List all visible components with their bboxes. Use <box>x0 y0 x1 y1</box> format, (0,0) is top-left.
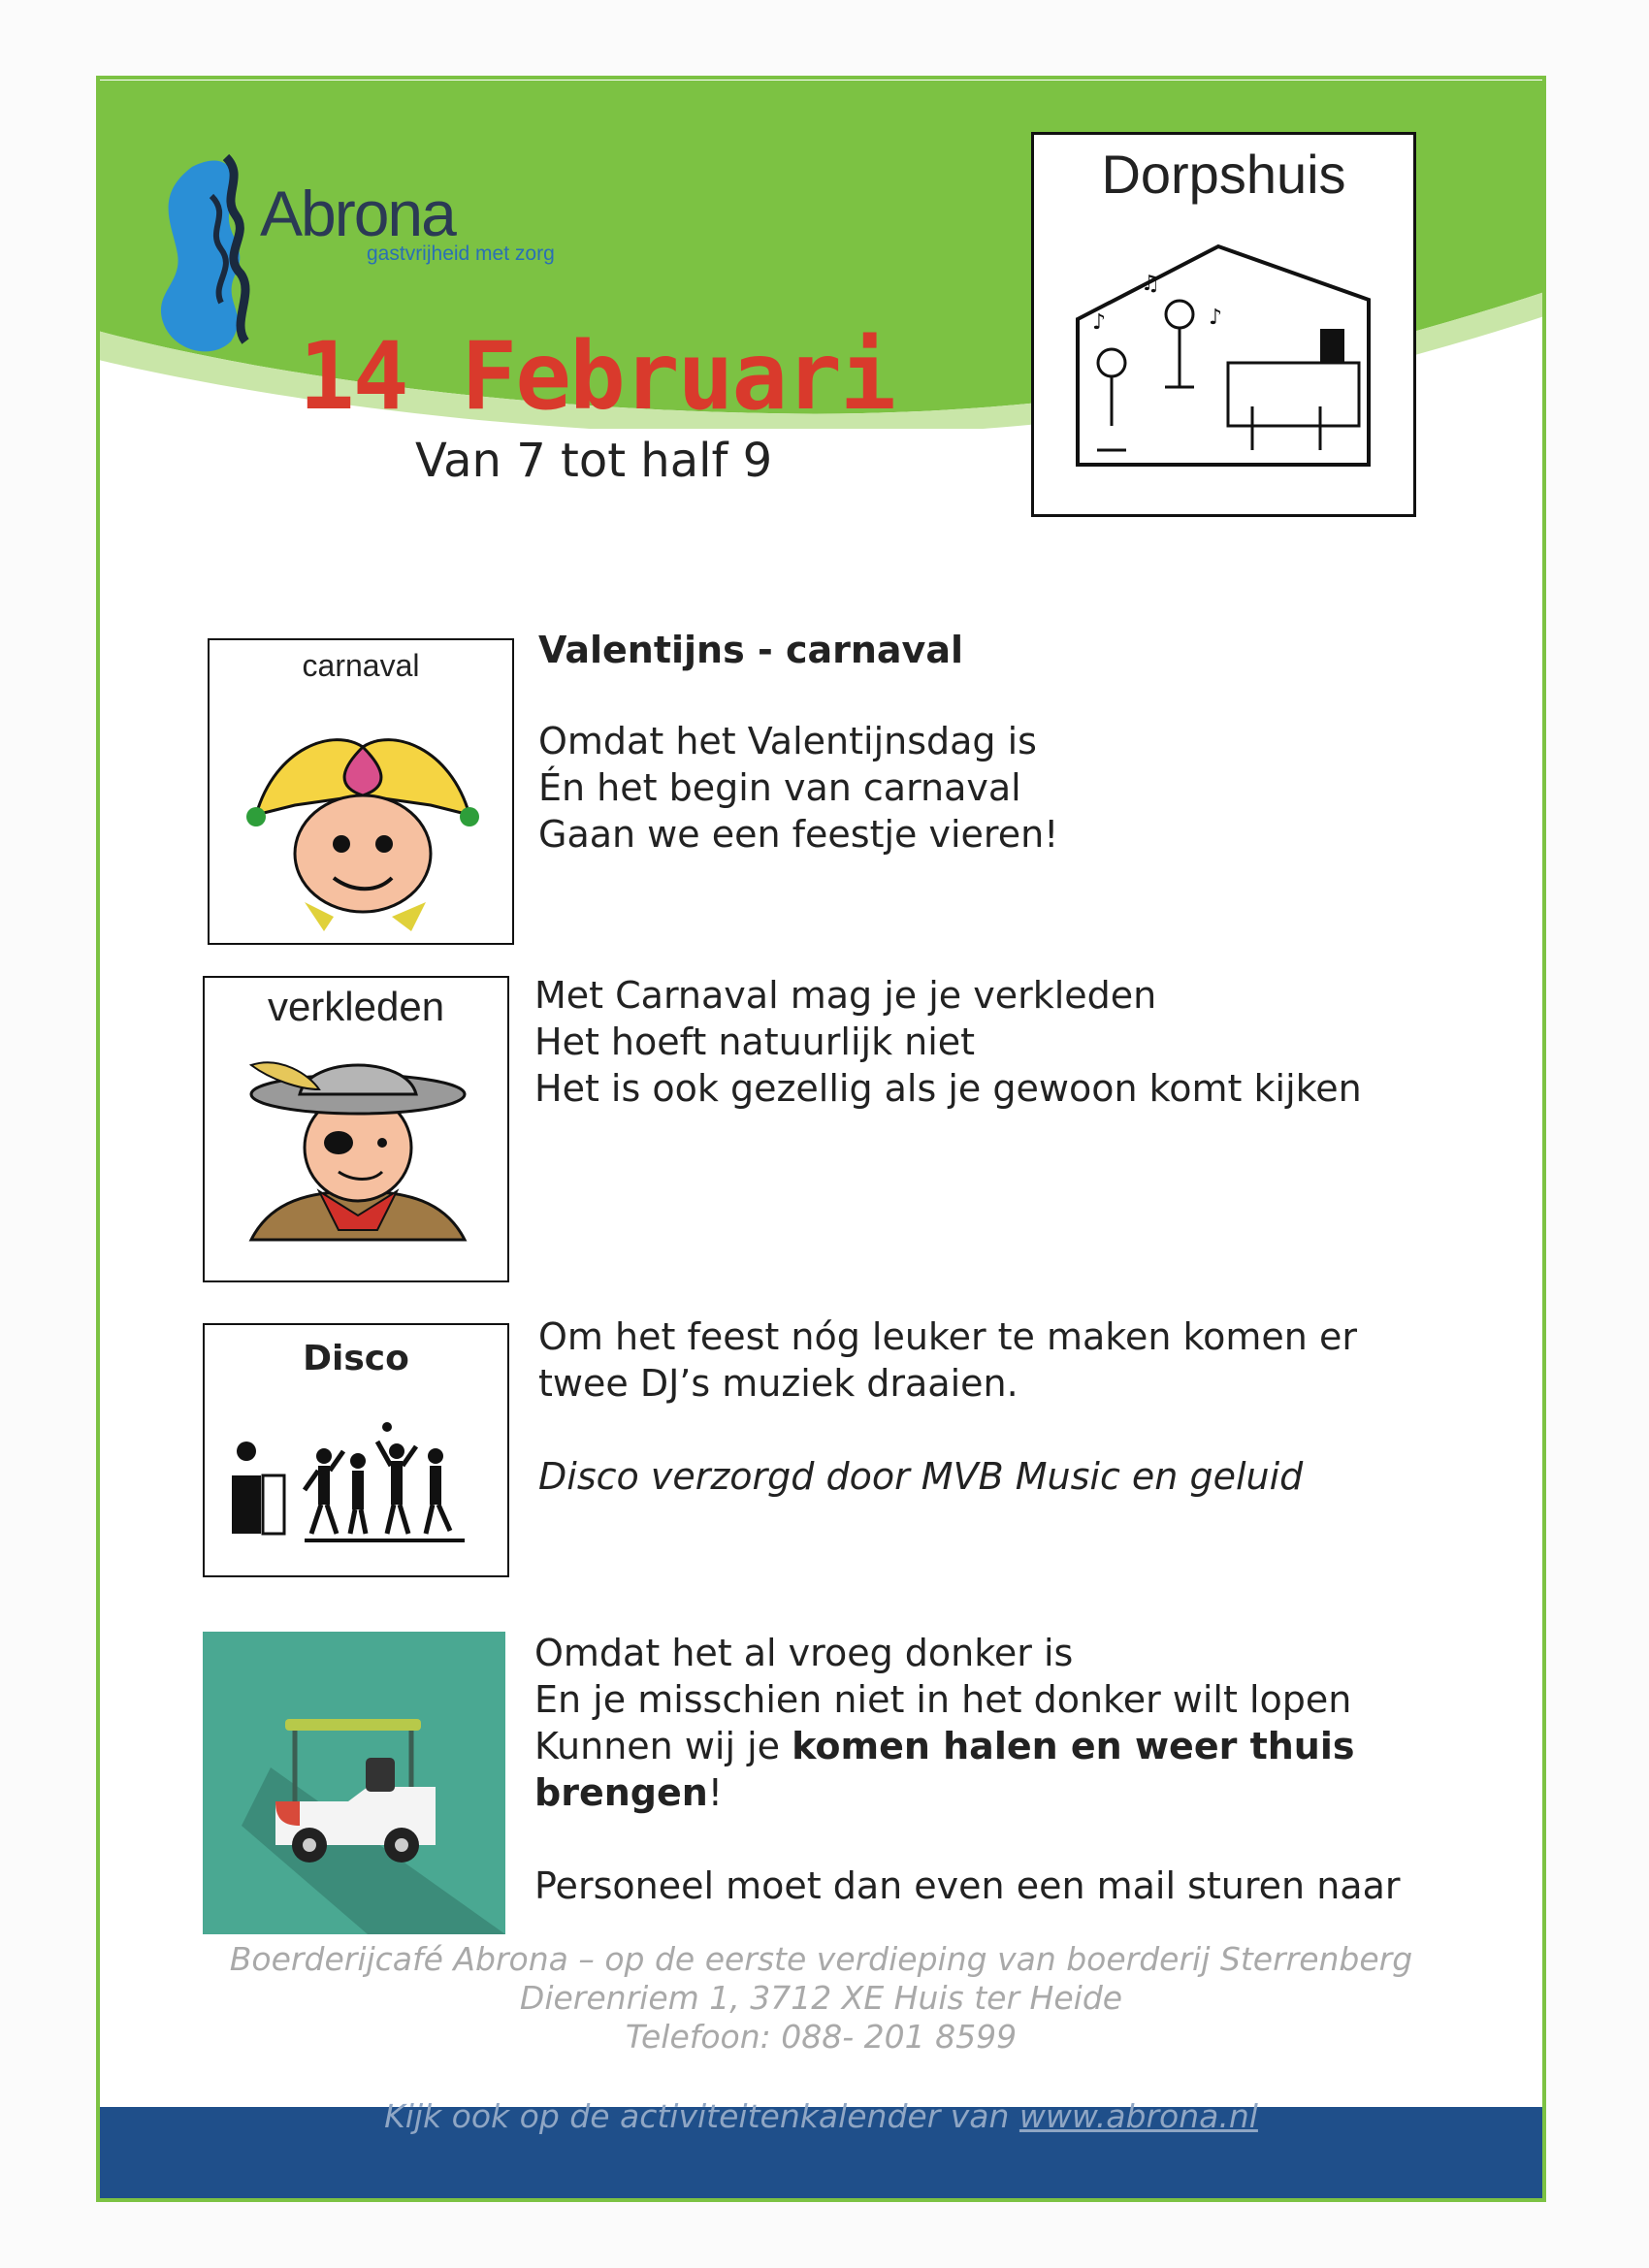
text-line: Omdat het Valentijnsdag is <box>538 720 1037 762</box>
text-segment: ! <box>707 1771 724 1814</box>
venue-label: Dorpshuis <box>1101 144 1346 205</box>
text-emphasis: komen halen en weer thuis <box>792 1725 1355 1767</box>
spacer <box>538 1407 1357 1453</box>
golf-cart-icon <box>203 1632 505 1934</box>
text-line: Met Carnaval mag je je verkleden <box>534 974 1157 1017</box>
text-line: twee DJ’s muziek draaien. <box>538 1362 1018 1405</box>
disco-credit: Disco verzorgd door MVB Music en geluid <box>538 1455 1304 1498</box>
logo-wordmark: Abrona <box>260 178 455 249</box>
text-line: Gaan we een feestje vieren! <box>538 813 1059 856</box>
calendar-note <box>100 2097 1542 2135</box>
venue-card <box>1031 132 1416 517</box>
carnaval-card-label: carnaval <box>302 648 420 683</box>
section-title: Valentijns - carnaval <box>538 629 963 671</box>
disco-card-label: Disco <box>303 1339 409 1378</box>
footer-line: Telefoon: 088- 201 8599 <box>625 2018 1018 2056</box>
event-date: 14 Februari <box>299 322 894 431</box>
verkleden-card <box>203 976 509 1282</box>
carnaval-text <box>538 718 1058 858</box>
verkleden-text <box>534 972 1362 1112</box>
svg-text:♫: ♫ <box>1141 272 1160 296</box>
svg-text:♪: ♪ <box>1092 310 1107 335</box>
flyer-page <box>96 76 1546 2202</box>
text-emphasis: brengen <box>534 1771 708 1814</box>
event-time: Van 7 tot half 9 <box>415 434 773 488</box>
svg-text:♪: ♪ <box>1209 306 1223 330</box>
dressed-up-person-icon <box>242 1046 474 1269</box>
footer-line: Boerderijcafé Abrona – op de eerste verdieping van boerderij Sterrenberg <box>229 1940 1413 1978</box>
disco-dancers-icon <box>232 1422 474 1548</box>
jester-icon <box>237 708 489 931</box>
verkleden-card-label: verkleden <box>267 984 445 1029</box>
text-line: Omdat het al vroeg donker is <box>534 1632 1074 1674</box>
text-line <box>534 1769 1401 1816</box>
disco-card <box>203 1323 509 1577</box>
carnaval-card <box>208 638 514 945</box>
logo-tagline: gastvrijheid met zorg <box>367 243 555 265</box>
address-footer <box>100 1940 1542 2057</box>
community-hall-icon <box>1073 242 1374 474</box>
text-line: Het hoeft natuurlijk niet <box>534 1021 976 1063</box>
disco-text <box>538 1313 1357 1500</box>
text-line: Én het begin van carnaval <box>538 766 1021 809</box>
text-line <box>534 1723 1401 1769</box>
transport-text <box>534 1630 1401 1909</box>
text-line: Om het feest nóg leuker te maken komen er <box>538 1315 1357 1358</box>
calendar-text: Kijk ook op de activiteitenkalender van <box>384 2097 1019 2135</box>
text-segment: Kunnen wij je <box>534 1725 792 1767</box>
footer-line: Dierenriem 1, 3712 XE Huis ter Heide <box>519 1979 1123 2017</box>
text-line: En je misschien niet in het donker wilt lopen <box>534 1678 1352 1721</box>
text-line: Personeel moet dan even een mail sturen naar <box>534 1864 1401 1907</box>
website-link[interactable]: www.abrona.nl <box>1018 2097 1258 2135</box>
text-line: Het is ook gezellig als je gewoon komt kijken <box>534 1067 1362 1110</box>
spacer <box>534 1816 1401 1863</box>
